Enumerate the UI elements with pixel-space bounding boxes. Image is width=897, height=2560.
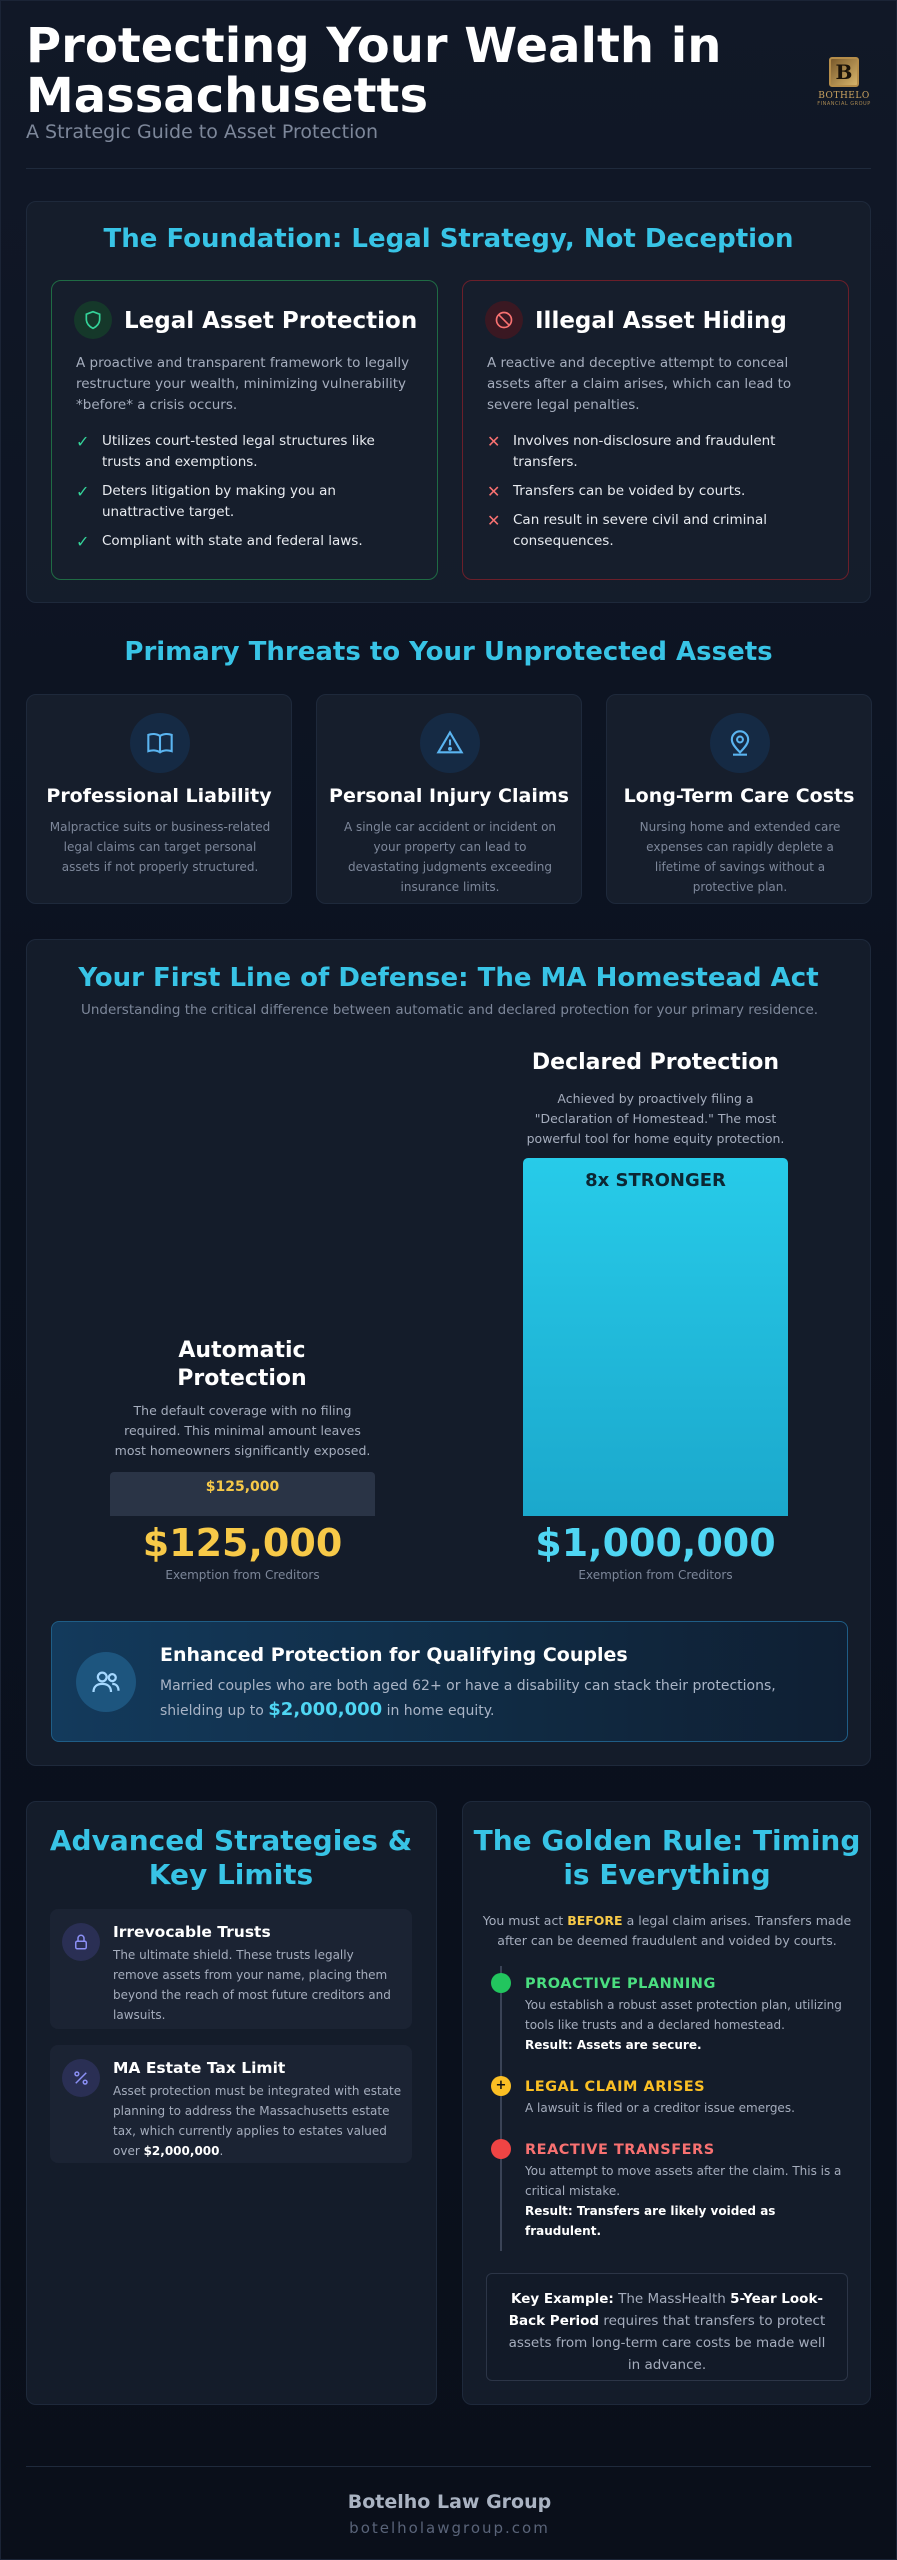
x-icon: ✕ — [487, 511, 501, 530]
x-icon: ✕ — [487, 482, 501, 501]
list-item — [487, 510, 827, 552]
legal-description: A proactive and transparent framework to legally restructure your wealth, minimizing vulnerability *before* a crisis occurs. — [76, 355, 410, 413]
intro-text-end: a legal claim arises. Transfers made after can be deemed fraudulent and voided by courts. — [497, 1913, 852, 1948]
golden-rule-heading: The Golden Rule: Timing is Everything — [473, 1824, 861, 1891]
timeline-step-title: LEGAL CLAIM ARISES — [525, 2079, 706, 2095]
example-text: The MassHealth — [613, 2291, 731, 2307]
declared-value-label: Exemption from Creditors — [578, 1568, 733, 1582]
timeline-step-description: You establish a robust asset protection plan, utilizing tools like trusts and a declared homestead. — [525, 1998, 842, 2032]
timeline-dot-green — [491, 1973, 511, 1993]
example-text-end: requires that transfers to protect assets from long-term care costs be made well in advance. — [508, 2313, 826, 2373]
item-title: MA Estate Tax Limit — [113, 2059, 286, 2077]
declared-title: Declared Protection — [531, 1050, 780, 1075]
timeline-step-description: A lawsuit is filed or a creditor issue emerges. — [525, 2101, 795, 2115]
foundation-heading: The Foundation: Legal Strategy, Not Deception — [103, 224, 794, 254]
legal-title: Legal Asset Protection — [124, 308, 418, 334]
foundation-section — [26, 201, 871, 603]
point-text: Compliant with state and federal laws. — [102, 533, 363, 549]
advanced-heading: Advanced Strategies & Key Limits — [49, 1824, 413, 1891]
example-highlight: 5-Year Look-Back Period — [508, 2291, 824, 2329]
item-description: The ultimate shield. These trusts legally remove assets from your name, placing them beyond the reach of most future creditors and lawsuits. — [113, 1948, 391, 2022]
threat-title: Professional Liability — [46, 785, 272, 807]
logo-tagline: FINANCIAL GROUP — [817, 101, 871, 107]
users-icon — [76, 1652, 136, 1712]
declared-value: $1,000,000 — [535, 1521, 776, 1565]
homestead-subheading: Understanding the critical difference between automatic and declared protection for your primary residence. — [80, 1002, 819, 1018]
intro-text: You must act — [482, 1913, 568, 1928]
check-icon: ✓ — [76, 532, 90, 551]
threats-heading: Primary Threats to Your Unprotected Assets — [124, 637, 773, 667]
couples-amount: $2,000,000 — [268, 1699, 383, 1720]
threat-description: Malpractice suits or business-related legal claims can target personal assets if not properly structured. — [49, 820, 271, 874]
header-divider — [26, 168, 871, 169]
list-item — [76, 531, 416, 552]
threat-description: A single car accident or incident on your property can lead to devastating judgments exceeding insurance limits. — [343, 820, 557, 894]
declared-description: Achieved by proactively filing a "Declaration of Homestead." The most powerful tool for home equity protection. — [526, 1091, 785, 1146]
timeline-dot-yellow: + — [491, 2076, 511, 2096]
footer-company-name: Botelho Law Group — [347, 2491, 552, 2513]
threat-title: Long-Term Care Costs — [623, 785, 855, 807]
point-text: Deters litigation by making you an unattractive target. — [102, 483, 336, 520]
page-title: Protecting Your Wealth in Massachusetts — [26, 18, 722, 124]
logo-b-glyph — [831, 59, 857, 85]
shield-icon — [74, 301, 112, 339]
threat-card-injury — [316, 694, 582, 904]
illegal-hiding-card — [462, 280, 849, 580]
logo-mark — [829, 57, 859, 87]
book-icon — [130, 713, 190, 773]
automatic-value-label: Exemption from Creditors — [165, 1568, 320, 1582]
point-text: Transfers can be voided by courts. — [513, 483, 746, 499]
item-title: Irrevocable Trusts — [113, 1923, 271, 1941]
timeline-line — [500, 1966, 502, 2251]
automatic-value: $125,000 — [142, 1521, 343, 1565]
couples-title: Enhanced Protection for Qualifying Couples — [160, 1644, 628, 1666]
irrevocable-trusts-item — [50, 1909, 412, 2029]
declared-bar: 8x STRONGER — [523, 1158, 788, 1516]
footer-url[interactable]: botelholawgroup.com — [349, 2519, 550, 2537]
list-item — [487, 431, 827, 473]
estate-tax-suffix: . — [219, 2144, 224, 2158]
legal-protection-card — [51, 280, 438, 580]
x-icon: ✕ — [487, 432, 501, 451]
point-text: Involves non-disclosure and fraudulent transfers. — [513, 433, 776, 470]
couples-callout — [51, 1621, 848, 1742]
illegal-description: A reactive and deceptive attempt to conceal assets after a claim arises, which can lead to severe legal penalties. — [487, 355, 792, 413]
percent-icon — [62, 2059, 100, 2097]
svg-text:B: B — [835, 60, 853, 84]
automatic-bar: $125,000 — [110, 1472, 375, 1516]
golden-rule-intro — [481, 1911, 853, 1951]
illegal-points — [487, 431, 827, 560]
threat-description: Nursing home and extended care expenses can rapidly deplete a lifetime of savings without a protective plan. — [639, 820, 841, 894]
prohibited-icon — [485, 301, 523, 339]
couples-text-end: in home equity. — [382, 1703, 495, 1719]
timeline-dot-red — [491, 2139, 511, 2159]
automatic-description: The default coverage with no filing required. This minimal amount leaves most homeowners significantly exposed. — [114, 1403, 371, 1458]
estate-tax-amount: $2,000,000 — [143, 2144, 220, 2158]
legal-points — [76, 431, 416, 560]
automatic-title: Automatic Protection — [177, 1338, 307, 1391]
timeline-step-title: REACTIVE TRANSFERS — [525, 2142, 715, 2158]
couples-text: Married couples who are both aged 62+ or have a disability can stack their protections, shielding up to — [160, 1678, 776, 1719]
threat-title: Personal Injury Claims — [329, 785, 569, 807]
homestead-heading: Your First Line of Defense: The MA Homestead Act — [78, 963, 819, 993]
key-example-box — [486, 2273, 848, 2381]
timeline-step-title: PROACTIVE PLANNING — [525, 1976, 716, 1992]
logo-name: BOTHELO — [818, 91, 870, 101]
timeline-step-description: You attempt to move assets after the claim. This is a critical mistake. — [525, 2164, 842, 2198]
threat-card-care — [606, 694, 872, 904]
estate-tax-text: Asset protection must be integrated with estate planning to address the Massachusetts estate tax, which currently applies to estates valued over — [113, 2084, 402, 2158]
page-subtitle: A Strategic Guide to Asset Protection — [26, 121, 379, 143]
lock-icon — [62, 1923, 100, 1961]
estate-tax-item — [50, 2045, 412, 2163]
point-text: Can result in severe civil and criminal consequences. — [513, 512, 767, 549]
list-item — [76, 431, 416, 473]
check-icon: ✓ — [76, 432, 90, 451]
intro-highlight: BEFORE — [567, 1913, 623, 1928]
timeline-step-result: Result: Assets are secure. — [525, 2038, 702, 2052]
check-icon: ✓ — [76, 482, 90, 501]
list-item — [76, 481, 416, 523]
illegal-title: Illegal Asset Hiding — [535, 308, 787, 334]
point-text: Utilizes court-tested legal structures like trusts and exemptions. — [102, 433, 375, 470]
warning-icon — [420, 713, 480, 773]
list-item — [487, 481, 827, 502]
care-icon — [710, 713, 770, 773]
example-label: Key Example: — [510, 2291, 614, 2307]
threat-card-professional — [26, 694, 292, 904]
timeline-step-result: Result: Transfers are likely voided as fraudulent. — [525, 2204, 776, 2238]
company-logo — [816, 57, 872, 117]
couples-description — [160, 1674, 830, 1723]
item-description — [113, 2081, 403, 2161]
footer-divider — [26, 2466, 871, 2467]
